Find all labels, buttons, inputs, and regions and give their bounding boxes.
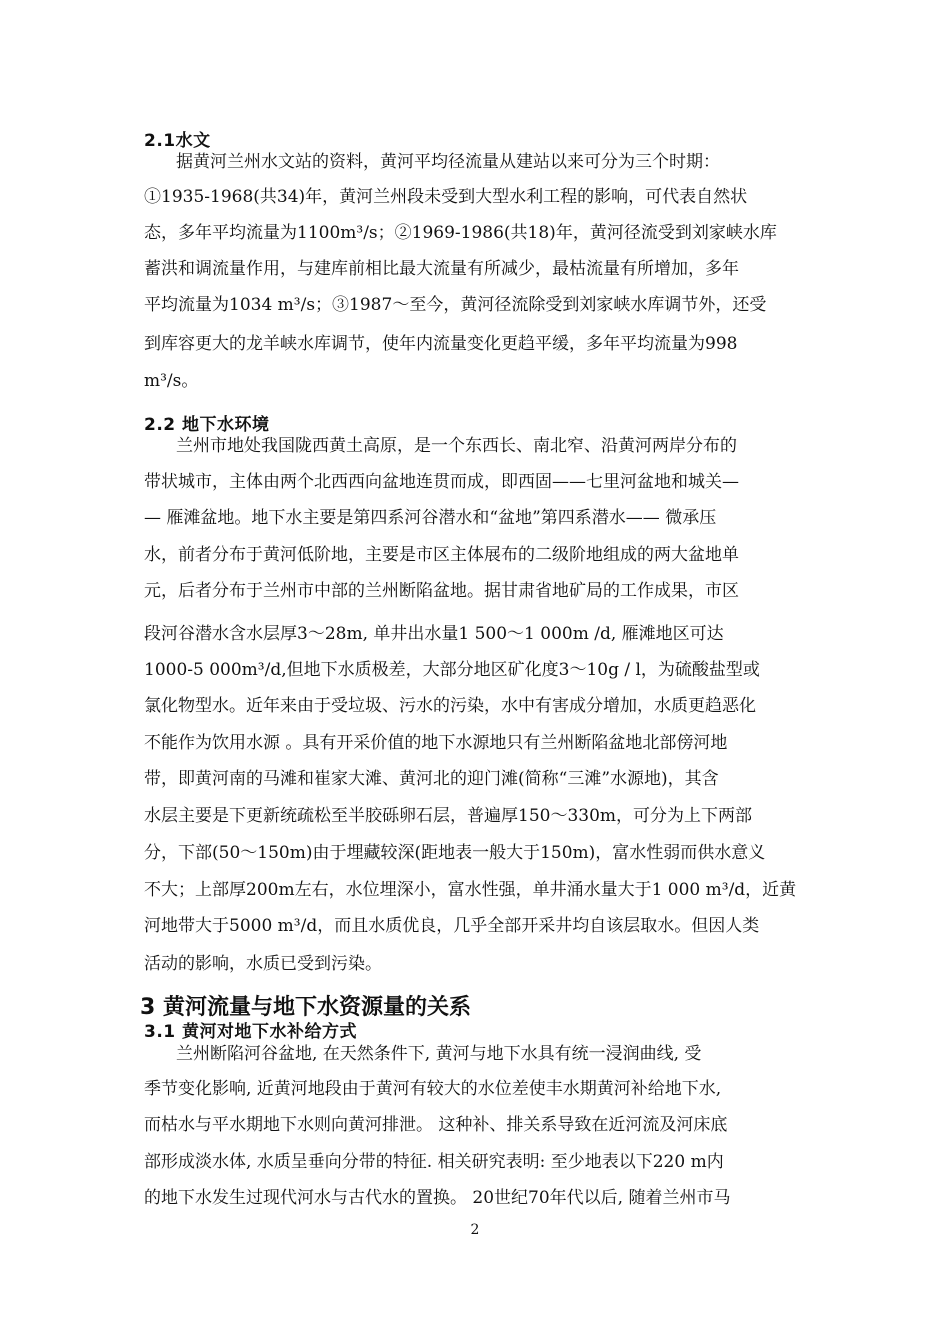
paragraph-line: 分，下部(50～150m)由于埋藏较深(距地表一般大于150m)，富水性弱而供水意义 — [144, 843, 766, 863]
paragraph-line: 据黄河兰州水文站的资料，黄河平均径流量从建站以来可分为三个时期： — [176, 152, 720, 172]
paragraph-line: 带，即黄河南的马滩和崔家大滩、黄河北的迎门滩(简称“三滩”水源地)，其含 — [144, 769, 719, 789]
paragraph-line: 带状城市，主体由两个北西西向盆地连贯而成，即西固——七里河盆地和城关— — [144, 472, 739, 492]
paragraph-line: 到库容更大的龙羊峡水库调节，使年内流量变化更趋平缓，多年平均流量为998 — [144, 334, 738, 354]
paragraph-line: 季节变化影响, 近黄河地段由于黄河有较大的水位差使丰水期黄河补给地下水, — [144, 1079, 722, 1099]
paragraph-line: 而枯水与平水期地下水则向黄河排泄。 这种补、排关系导致在近河流及河床底 — [144, 1115, 728, 1135]
paragraph-line: 不大；上部厚200m左右，水位埋深小，富水性强，单井涌水量大于1 000 m³/d，近黄 — [144, 880, 797, 900]
section-heading-2-2: 2.2 地下水环境 — [144, 415, 270, 435]
section-heading-3-1: 3.1 黄河对地下水补给方式 — [144, 1022, 358, 1042]
paragraph-line: m³/s。 — [144, 371, 199, 391]
paragraph-line: ①1935-1968(共34)年，黄河兰州段未受到大型水利工程的影响，可代表自然状 — [144, 187, 748, 207]
paragraph-line: 河地带大于5000 m³/d，而且水质优良，几乎全部开采井均自该层取水。但因人类 — [144, 916, 760, 936]
paragraph-line: 段河谷潜水含水层厚3～28m, 单井出水量1 500～1 000m /d, 雁滩地区可达 — [144, 624, 724, 644]
paragraph-line: 兰州市地处我国陇西黄土高原，是一个东西长、南北窄、沿黄河两岸分布的 — [176, 436, 737, 456]
paragraph-line: 部形成淡水体, 水质呈垂向分带的特征. 相关研究表明: 至少地表以下220 m内 — [144, 1152, 724, 1172]
paragraph-line: 1000-5 000m³/d,但地下水质极差，大部分地区矿化度3～10g / l，为硫酸盐型或 — [144, 660, 760, 680]
paragraph-line: — 雁滩盆地。地下水主要是第四系河谷潜水和“盆地”第四系潜水—— 微承压 — [144, 508, 717, 528]
section-heading-2-1: 2.1水文 — [144, 131, 211, 151]
paragraph-line: 蓄洪和调流量作用，与建库前相比最大流量有所减少，最枯流量有所增加，多年 — [144, 259, 739, 279]
paragraph-line: 氯化物型水。近年来由于受垃圾、污水的污染，水中有害成分增加，水质更趋恶化 — [144, 696, 756, 716]
paragraph-line: 水，前者分布于黄河低阶地，主要是市区主体展布的二级阶地组成的两大盆地单 — [144, 545, 739, 565]
paragraph-line: 兰州断陷河谷盆地, 在天然条件下, 黄河与地下水具有统一浸润曲线, 受 — [176, 1044, 702, 1064]
paragraph-line: 态，多年平均流量为1100m³/s；②1969-1986(共18)年，黄河径流受到刘家峡水库 — [144, 223, 777, 243]
paragraph-line: 不能作为饮用水源 。具有开采价值的地下水源地只有兰州断陷盆地北部傍河地 — [144, 733, 728, 753]
paragraph-line: 活动的影响，水质已受到污染。 — [144, 954, 382, 974]
section-heading-3: 3 黄河流量与地下水资源量的关系 — [140, 995, 471, 1020]
paragraph-line: 元，后者分布于兰州市中部的兰州断陷盆地。据甘肃省地矿局的工作成果，市区 — [144, 581, 739, 601]
page-number: 2 — [470, 1222, 480, 1238]
paragraph-line: 水层主要是下更新统疏松至半胶砾卵石层，普遍厚150～330m，可分为上下两部 — [144, 806, 753, 826]
paragraph-line: 的地下水发生过现代河水与古代水的置换。 20世纪70年代以后, 随着兰州市马 — [144, 1188, 731, 1208]
paragraph-line: 平均流量为1034 m³/s；③1987～至今，黄河径流除受到刘家峡水库调节外，还受 — [144, 295, 767, 315]
